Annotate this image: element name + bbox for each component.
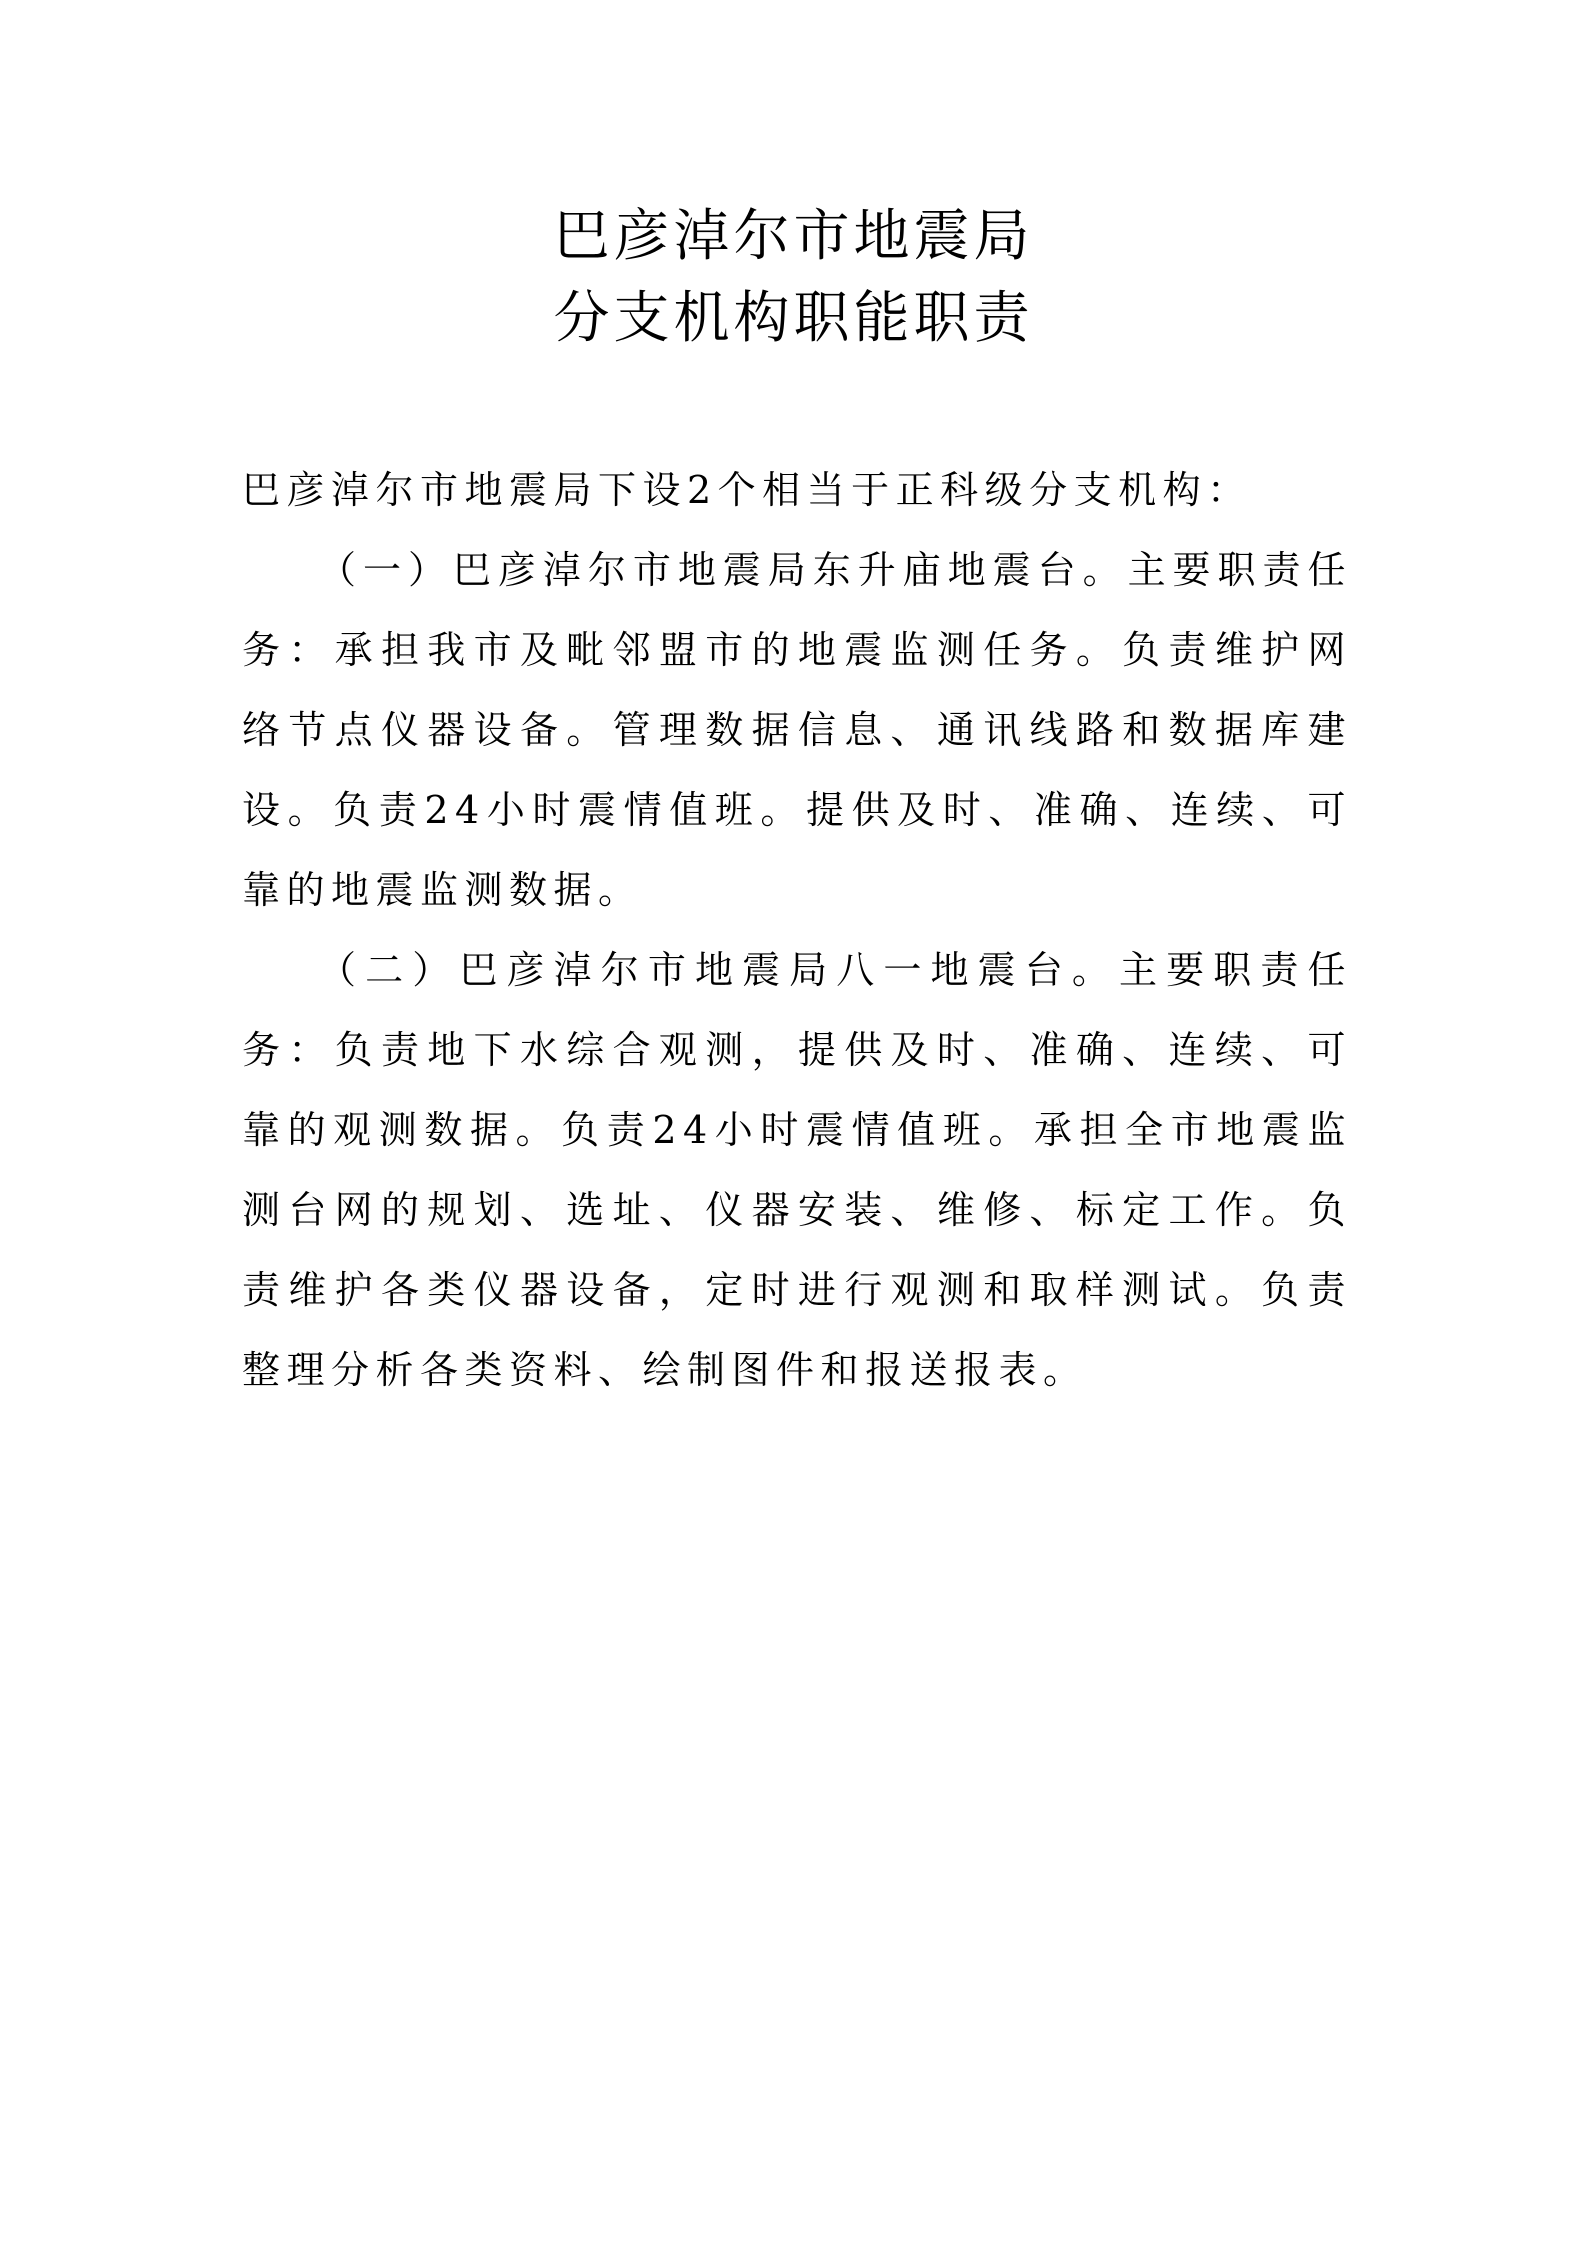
document-body [242, 450, 1352, 1410]
intro-paragraph: 巴彦淖尔市地震局下设2个相当于正科级分支机构： [242, 468, 1252, 512]
title-line-2: 分支机构职能职责 [553, 286, 1034, 351]
title-line-1: 巴彦淖尔市地震局 [553, 204, 1034, 269]
document-title [0, 196, 1587, 360]
section-1-paragraph: （一）巴彦淖尔市地震局东升庙地震台。主要职责任务：承担我市及毗邻盟市的地震监测任务。负责维护网络节点仪器设备。管理数据信息、通讯线路和数据库建设。负责24小时震情值班。提供及时、准确、连续、可靠的地震监测数据。 [242, 548, 1352, 912]
section-2-paragraph: （二）巴彦淖尔市地震局八一地震台。主要职责任务：负责地下水综合观测，提供及时、准确、连续、可靠的观测数据。负责24小时震情值班。承担全市地震监测台网的规划、选址、仪器安装、维修、标定工作。负责维护各类仪器设备，定时进行观测和取样测试。负责整理分析各类资料、绘制图件和报送报表。 [242, 948, 1352, 1392]
